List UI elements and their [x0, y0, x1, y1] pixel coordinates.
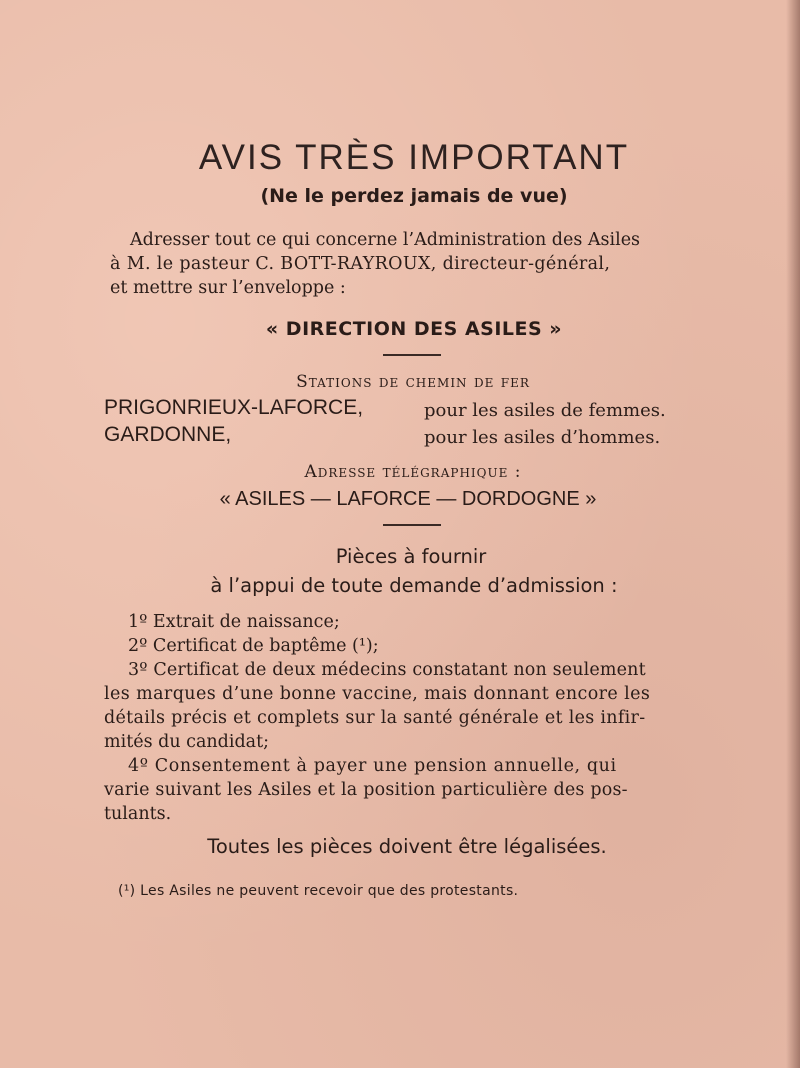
document-item-4-cont-2: tulants.: [104, 804, 172, 824]
documents-heading-line2: à l’appui de toute demande d’admission :: [210, 574, 618, 597]
station-name-men: GARDONNE,: [104, 423, 232, 446]
document-item-2: 2º Certificat de baptême (¹);: [128, 636, 379, 656]
document-item-1: 1º Extrait de naissance;: [128, 612, 340, 632]
telegraph-address: « ASILES — LAFORCE — DORDOGNE »: [219, 488, 597, 510]
address-line-1: Adresser tout ce qui concerne l’Administration des Asiles: [130, 230, 641, 250]
document-item-3-cont-2: détails précis et complets sur la santé générale et les infir-: [104, 708, 646, 728]
stations-heading: Stations de chemin de fer: [296, 372, 530, 392]
notice-title: AVIS TRÈS IMPORTANT: [198, 138, 630, 177]
document-item-3: 3º Certificat de deux médecins constatant non seulement: [128, 660, 646, 680]
notice-subtitle: (Ne le perdez jamais de vue): [260, 185, 568, 207]
document-item-4: 4º Consentement à payer une pension annuelle, qui: [128, 756, 617, 776]
document-item-3-cont-3: mités du candidat;: [104, 732, 270, 752]
telegraph-heading: Adresse télégraphique :: [304, 462, 522, 482]
document-item-3-cont-1: les marques d’une bonne vaccine, mais donnant encore les: [104, 684, 651, 704]
divider-rule: [383, 354, 441, 356]
address-line-2: à M. le pasteur C. BOTT-RAYROUX, directeur-général,: [110, 254, 611, 274]
station-purpose-men: pour les asiles d’hommes.: [424, 427, 661, 448]
envelope-heading: « DIRECTION DES ASILES »: [265, 318, 563, 340]
divider-rule: [383, 524, 441, 526]
legalisation-note: Toutes les pièces doivent être légalisées.: [207, 835, 607, 858]
footnote: (¹) Les Asiles ne peuvent recevoir que des protestants.: [118, 883, 519, 899]
station-purpose-women: pour les asiles de femmes.: [424, 400, 666, 421]
station-name-women: PRIGONRIEUX-LAFORCE,: [104, 396, 364, 419]
documents-heading-line1: Pièces à fournir: [335, 545, 487, 568]
address-line-3: et mettre sur l’enveloppe :: [110, 278, 346, 298]
document-item-4-cont-1: varie suivant les Asiles et la position particulière des pos-: [104, 780, 628, 800]
